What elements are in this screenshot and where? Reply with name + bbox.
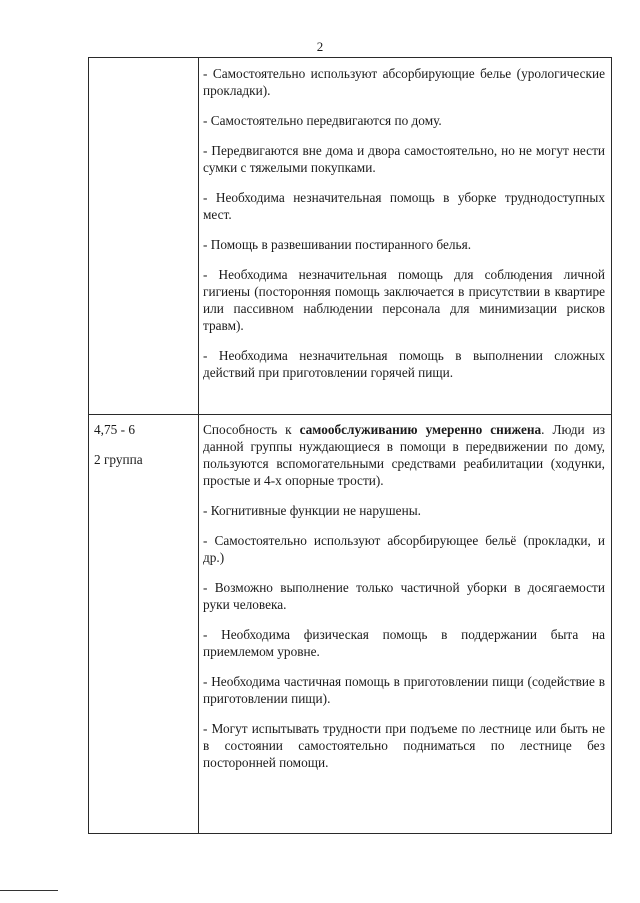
score-cell <box>89 415 199 834</box>
list-item: - Самостоятельно передвигаются по дому. <box>203 113 442 128</box>
list-item: - Самостоятельно используют абсорбирующее бельё (прокладки, и др.) <box>203 533 605 565</box>
intro-text-rest: . Люди из данной группы нуждающиеся в помощи в передвижении по дому, пользуются вспомогательными средствами реабилитации (ходунки, простые и 4-х опорные трости). <box>203 422 605 488</box>
list-item: - Самостоятельно используют абсорбирующие белье (урологические прокладки). <box>203 66 605 98</box>
list-item: - Необходима незначительная помощь для соблюдения личной гигиены (посторонняя помощь заключается в присутствии в квартире или пассивном наблюдении персонала для минимизации рисков травм). <box>203 267 605 333</box>
list-item: - Необходима физическая помощь в поддержании быта на приемлемом уровне. <box>203 627 605 659</box>
criteria-table <box>88 57 612 834</box>
list-item: - Передвигаются вне дома и двора самостоятельно, но не могут нести сумки с тяжелыми покупками. <box>203 143 605 175</box>
table-row <box>89 415 612 834</box>
description-cell <box>199 415 612 834</box>
list-item: - Необходима незначительная помощь в выполнении сложных действий при приготовлении горячей пищи. <box>203 348 605 380</box>
list-item: - Помощь в развешивании постиранного белья. <box>203 237 472 252</box>
score-range: 4,75 - 6 <box>94 422 135 437</box>
score-cell <box>89 58 199 415</box>
criteria-table-container <box>88 57 612 834</box>
group-label: 2 группа <box>94 452 143 467</box>
group-description <box>203 421 605 489</box>
list-item: - Необходима незначительная помощь в уборке труднодоступных мест. <box>203 190 605 222</box>
intro-text: Способность к <box>203 422 300 437</box>
intro-bold-text: самообслуживанию умеренно снижена <box>299 422 542 437</box>
list-item: - Возможно выполнение только частичной уборки в досягаемости руки человека. <box>203 580 605 612</box>
footer-divider <box>0 890 58 891</box>
list-item: - Могут испытывать трудности при подъеме по лестнице или быть не в состоянии самостоятельно подниматься по лестнице без посторонней помощи. <box>203 721 605 770</box>
table-row <box>89 58 612 415</box>
description-cell <box>199 58 612 415</box>
list-item: - Когнитивные функции не нарушены. <box>203 503 421 518</box>
page-number: 2 <box>316 39 324 54</box>
list-item: - Необходима частичная помощь в приготовлении пищи (содействие в приготовлении пищи). <box>203 674 605 706</box>
